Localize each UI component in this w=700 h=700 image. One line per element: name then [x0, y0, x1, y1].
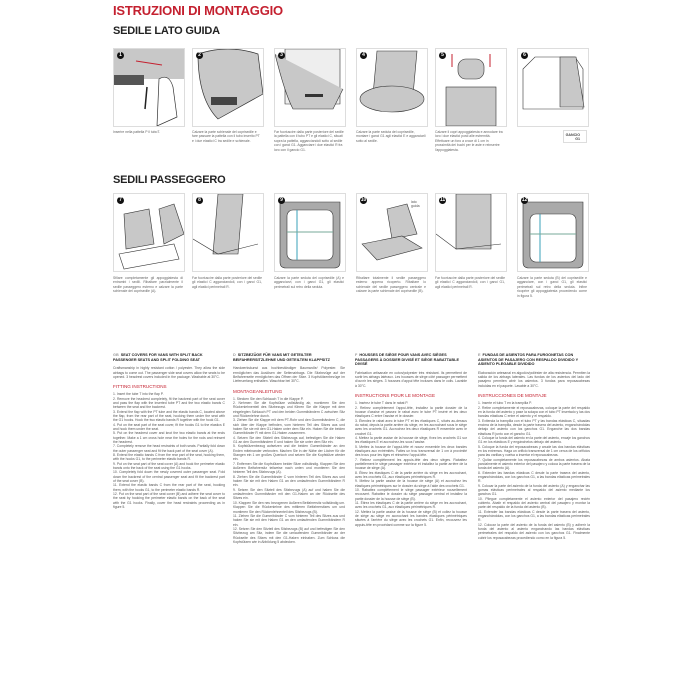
instruction-step: 5. Kopfstützenbezug aufsetzen und die beiden Gummibänder an den Enden miteinander verknoten. Machen Sie in der Nähe der Löcher für die Stangen ein 1 cm großes Querloch und setzen Sie die Kopfstütze wieder ein.: [233, 444, 345, 462]
instruction-step: 9. Put on the seat part of the seat cover (A) and hook the perimeter elastic bands onto the back of the seat using the G1 hooks.: [113, 461, 225, 471]
step-caption: Sfilare completamente gli appoggiatesta di entrambi i sedili. Ribaltare parzialmente il sedile passeggero esterno e calzare la parte schienale del coprisedile (A).: [113, 276, 183, 294]
instruction-step: 3. Extend the flap with the PT tube and the elastic bands C, located above the flap, from the rear part of the seat, hooking them under the seat with the G1 hooks. Hook the two elastic bands R together with the hook G1.: [113, 409, 225, 423]
step-caption: Calzare la parte seduta del coprisedile, montare i ganci G1 agli elastici E e agganciarli sotto al sedile.: [356, 130, 426, 143]
step-caption: Far fuoriuscire dalla parte posteriore del sedile la pattella con il tubo PT e gli elastici C, situati sopra la pattella, agganciandoli sotto al sedile con i ganci G1. Agganciare i due elastici R fra loro con il gancio G1.: [274, 130, 344, 152]
language-column-f: [355, 353, 467, 527]
step-caption: Calzare la parte seduta (B) del coprisedile e agganciare, con i ganci G1, gli elastici perimetrali sul retro della seduta. Infine ricoprire gli appoggiatesta procedendo come in figura 5.: [517, 276, 587, 298]
driver-section-heading: SEDILE LATO GUIDA: [113, 25, 220, 37]
language-column-e: [478, 353, 590, 540]
seat-illustration: [436, 194, 506, 271]
figure-step-10: [356, 193, 428, 272]
column-heading-text: SITZBEZÜGE FÜR VANS MIT GETEILTER BEIFAHRERSITZLEHNE UND GETEILTEM KLAPPSITZ: [233, 353, 330, 362]
seat-illustration: [193, 49, 263, 126]
figure-step-2: [192, 48, 264, 127]
seat-illustration: [275, 49, 345, 126]
step-caption: Far fuoriuscire dalla parte posteriore del sedile gli elastici C agganciandoli, con i ganci G1, agli elastici perimetrali R.: [435, 276, 505, 289]
instruction-step: 10. Pliegue completamente el asiento exterior del pasajero recién cubierto. Abatir el respaldo del asiento central del pasajero y montar la parte del respaldo de la funda del asiento (B).: [478, 496, 590, 510]
step-caption: Calzare il copri appoggiatesta e annodare tra loro i due elastici posti alle estremità. Effettuare un foro a croce di 1 cm in prossimità dei buchi per le aste e reinserire l'appoggiatesta.: [435, 130, 503, 152]
column-heading: [355, 353, 467, 367]
passenger-section-heading: SEDILI PASSEGGERO: [113, 174, 226, 186]
column-subheading: INSTRUCTIONS POUR LE MONTAGE: [355, 393, 436, 399]
step-number: 9: [278, 197, 285, 204]
figure-step-3: [274, 48, 346, 127]
instruction-step: 3. Extienda la trampilla con el tubo PT y las bandas elásticas C, situadas encima de la trampilla, desde la parte trasera del asiento, enganchándolas debajo del asiento con los ganchos G1. Enganche las dos bandas elásticas R junto con el gancho G1.: [478, 418, 590, 436]
seat-illustration: [518, 49, 588, 126]
seat-illustration: [436, 49, 506, 126]
step-caption: Inserire nella pattella P il tuboT.: [113, 130, 161, 134]
seat-illustration: [193, 194, 263, 271]
flag-icon: GB: [113, 353, 119, 357]
instruction-step: 7. Completely remove the head restraints of both seats. Partially fold down the outer passenger seat and fit the back part of the seat cover (A).: [113, 444, 225, 453]
step-number: 6: [521, 52, 528, 59]
instruction-step: 2. Retirez complètement l'appui-tête, installez la partie dossier de la housse d'assise et passez le rabat avec le tube PT inséré et les deux élastiques C entre l'assise et le dossier.: [355, 405, 467, 419]
step-number: 2: [196, 52, 203, 59]
instruction-step: 12. Colocar la parte del asiento de la funda del asiento (B) y adherir la funda del asiento al asiento enganchando las bandas elásticas perimetrales del respaldo del asiento con los ganchos G1. Finalmente cubrir los reposacabezas procediendo como en la figura 5.: [478, 522, 590, 540]
figure-step-1: [113, 48, 185, 127]
step-caption: Calzare la parte seduta del coprisedile (A) e agganciarvi, con i ganci G1, gli elastici perimetrali sul retro della seduta.: [274, 276, 344, 289]
flag-icon: F: [355, 353, 358, 357]
instruction-step: 4. Put on the seat part of the seat cover, fit the hooks G1 to the elastics E and hook them under the seat.: [113, 422, 225, 431]
language-column-gb: [113, 353, 225, 510]
figure-step-5: [435, 48, 507, 127]
column-intro: Craftsmanship in highly resistant cotton / polyester. They allow the side airbags to come out. The passenger side seat covers allow the seats to be opened. 3 headrest covers included in the package. Washable at 30°C.: [113, 366, 225, 379]
instruction-step: 12. Setzen Sie den Sitzteil des Sitzbezugs (B) auf und befestigen Sie den Sitzbezug am Sitz, indem Sie die umlaufenden Gummibänder an der Rückseite des Sitzes mit den G1-Haken einhaken. Zum Schluss die Kopfstützen wie in Abbildung 5 abdecken.: [233, 526, 345, 544]
instruction-step: 4. Setzen Sie den Sitzteil des Sitzbezugs auf, befestigen Sie die Haken G1 an den Gummibändern E und haken Sie sie unter dem Sitz ein.: [233, 435, 345, 444]
column-intro: Handwerkskunst aus hochbeständiger Baumwolle/ Polyester. Sie ermöglichen das Auslösen der Seitenairbags. Die Sitzbezüge auf der Beifahrerseite ermöglichen das Öffnen der Sitze. 3 Kopfstützenbezüge im Lieferumfang enthalten. Waschbar bei 30°C.: [233, 366, 345, 384]
figure-step-8: [192, 193, 264, 272]
figure-step-12: [517, 193, 589, 272]
instruction-step: 10. Completely fold down the newly covered outer passenger seat. Fold down the backrest of the central passenger seat and fit the backrest part of the seat cover (B).: [113, 470, 225, 484]
step-caption: Calzare la parte schienale del coprisedile e fare passare la pattella con il tubo inserito PT e i due elastici C tra sedile e schienale.: [192, 130, 260, 143]
page-title: ISTRUZIONI DI MONTAGGIO: [113, 3, 283, 18]
step-number: 5: [439, 52, 446, 59]
hook-g1-legend: [563, 130, 587, 143]
instruction-step: 12. Put on the seat part of the seat cover (B) and adhere the seat cover to the seat by hooking the perimeter elastic bands on the back of the seat with the G1 hooks. Finally, cover the head restraints proceeding as in figure 5.: [113, 492, 225, 510]
instruction-step: 11. Extender las bandas elásticas C desde la parte trasera del asiento, enganchándolas, con los ganchos G1, a las bandas elásticas perimetrales R.: [478, 509, 590, 523]
instruction-step: 1. Inserte el tubo T en la trampilla P.: [478, 401, 532, 406]
instruction-step: 3. Étendez le rabat avec le tube PT et les élastiques C, situés au-dessus du rabat, depuis la partie arrière du siège, en les accrochant sous le siège avec les crochets G1. Accrochez les deux élastiques R ensemble avec le crochet G1.: [355, 418, 467, 436]
step-number: 4: [360, 52, 367, 59]
flag-icon: D: [233, 353, 236, 357]
seat-illustration: [275, 194, 345, 271]
instruction-step: 3. Ziehen Sie die Klappe mit dem PT-Rohr und den Gummibändern C, die sich über der Klappe befinden, vom hinteren Teil des Sitzes aus und haken Sie sie mit den G1-Haken unter dem Sitz ein. Haken Sie die beiden Gummibänder R mit dem G1-Haken zusammen.: [233, 418, 345, 436]
seat-illustration: [114, 49, 184, 126]
instruction-step: 7. Quitar completamente los reposacabezas de ambos asientos. Abata parcialmente el asiento exterior del pasajero y coloca la parte trasera de la funda del asiento (A).: [478, 457, 590, 471]
instruction-step: 2. Retire completamente el reposacabezas, coloque la parte del respaldo en la funda del asiento y pase la solapa con el tubo PT insertado y las dos bandas elásticas C entre el asiento y el respaldo.: [478, 405, 590, 419]
column-intro: Elaboración artesanal en algodón/poliéster de alta resistencia. Permiten la salida de los airbags laterales. Las fundas de los asientos del lado del pasajero permiten abrir los asientos. 3 fundas para reposacabezas incluidas en el paquete. Lavable a 30°C.: [478, 370, 590, 388]
instruction-step: 9. Setzen Sie den Sitzteil des Sitzbezugs (A) auf und haken Sie die umlaufenden Gummibänder mit den G1-Haken an der Rückseite des Sitzes ein.: [233, 487, 345, 501]
instruction-step: 10. Rabattez complètement le siège passager extérieur nouvellement recouvert. Rabattez le dossier du siège passager central et installez la partie dossier de la housse de siège (B).: [355, 488, 467, 501]
instruction-step: 9. Colocar la parte del asiento de la funda del asiento (A) y enganchar las gomas elásticas perimetrales al respaldo del asiento mediante los ganchos G1.: [478, 483, 590, 497]
column-heading: [233, 353, 345, 362]
figure-step-11: [435, 193, 507, 272]
instruction-step: 2. Remove the headrest completely, fit the backrest part of the seat cover and pass the flap with the inserted tube PT and the two elastic bands C between the seat and the backrest.: [113, 396, 225, 410]
instruction-step: 5. Mettez la housse de l'appui-tête et nouez ensemble les deux bandes élastiques aux extrémités. Faites un trou transversal de 1 cm à proximité des trous pour les tiges et réinsérez l'appui-tête.: [355, 444, 467, 458]
instruction-step: 1. Insérez le tube T dans le rabat P.: [355, 401, 409, 406]
figure-step-7: [113, 193, 185, 272]
step-number: 11: [439, 197, 446, 203]
instruction-step: 12. Mettez la partie assise de la housse de siège (B) et collez la housse de siège au siège en accrochant les bandes élastiques périmétriques situées à l'arrière du siège avec les crochets G1. Enfin, recouvrez les appuis-tête en procédant comme sur la figure 5.: [355, 509, 467, 527]
language-column-d: [233, 353, 345, 544]
step-number: 12: [521, 197, 528, 203]
column-heading-text: HOUSSES DE SIÈGE POUR VANS AVEC SIÈGES PASSAGERS À DOSSIER DIVISÉ ET SIÈGE RABATTABLE DIVISÉ: [355, 353, 460, 367]
column-subheading: FITTING INSTRUCTIONS: [113, 384, 167, 390]
column-intro: Fabrication artisanale en coton/polyester très résistant. Ils permettent de sortir les airbags latéraux. Les housses de siège côté passager permettent d'ouvrir les sièges. 3 housses d'appui tête incluses dans le colis. Lavable à 30°C.: [355, 370, 467, 388]
instruction-step: 10. Klappen Sie den neu bezogenen äußeren Beifahrersitz vollständig um. Klappen Sie die Rückenlehne des mittleren Beifahrersitzes um und montieren Sie den Rückenlehnenteil des Sitzbezugs (B).: [233, 500, 345, 514]
instruction-step: 7. Entfernen Sie die Kopfstützen beider Sitze vollständig. Klappen Sie den äußeren Beifahrersitz teilweise nach unten und montieren Sie den hinteren Teil des Sitzbezugs (A).: [233, 461, 345, 475]
figure-step-6: [517, 48, 589, 127]
seat-illustration: [518, 194, 588, 271]
step-number: 8: [196, 197, 203, 204]
seat-illustration: [114, 194, 184, 271]
seat-illustration: [357, 49, 427, 126]
instruction-step: 11. Ziehen Sie die Gummibänder C vom hinteren Teil des Sitzes aus und haken Sie sie mit den Haken G1 an den umlaufenden Gummibändern R ein.: [233, 513, 345, 527]
column-heading: [113, 353, 225, 362]
column-heading-text: FUNDAS DE ASIENTOS PARA FURGONETAS CON ASIENTOS DE PASAJERO CON RESPALDO DIVIDIDO Y ASIENTO PLEGABLE DIVIDIDO: [478, 353, 579, 367]
column-subheading: MONTAGEANLEITUNG: [233, 388, 283, 394]
instruction-step: 5. Put on the headrest cover and knot the two elastic bands at the ends together. Make a 1 cm cross hole near the holes for the rods and reinsert the headrest.: [113, 431, 225, 444]
instruction-step: 7. Retirez complètement les appuis-tête des deux sièges. Rabattez partiellement le siège passager extérieur et installez la partie arrière de la housse de siège (A).: [355, 457, 467, 471]
column-heading-text: SEAT COVERS FOR VANS WITH SPLIT BACK PASSENGER SEATS AND SPLIT FOLDING SEAT: [113, 353, 203, 362]
instruction-step: 8. Extend the elastic bands C from the rear part of the seat, hooking them, with the hooks G1, to the perimeter elastic bands R.: [113, 453, 225, 462]
step-caption: Ribaltare totalmente il sedile passeggero esterno appena ricoperto. Ribaltare lo schienale del sedile passeggero centrale e calzare la parte schienale del coprisedile (B).: [356, 276, 426, 294]
figure-step-9: [274, 193, 346, 272]
step-number: 10: [360, 197, 367, 203]
step-number: 7: [117, 197, 124, 204]
figure-step-4: [356, 48, 428, 127]
instruction-step: 4. Mettez la partie assise de la housse de siège, fixez les crochets G1 sur les élastiques E et accrochez-les sous l'assise.: [355, 435, 467, 445]
instruction-step: 11. Étirez les élastiques C de la partie arrière du siège en les accrochant, avec les crochets G1, aux élastiques périmétriques R.: [355, 501, 467, 510]
instruction-step: 8. Extender las bandas elásticas C desde la parte trasera del asiento, enganchándolas, con los ganchos G1, a las bandas elásticas perimetrales R.: [478, 470, 590, 484]
step-caption: Far fuoriuscire dalla parte posteriore del sedile gli elastici C agganciandoli, con i ganci G1, agli elastici perimetrali R.: [192, 276, 262, 289]
column-heading: [478, 353, 590, 367]
instruction-step: 11. Extend the elastic bands C from the rear part of the seat, hooking them, with the hooks G1, to the perimeter elastic bands R.: [113, 483, 225, 492]
instruction-step: 8. Ziehen Sie die Gummibänder C vom hinteren Teil des Sitzes aus und haken Sie sie mit den Haken G1 an den umlaufenden Gummibändern R ein.: [233, 474, 345, 488]
instruction-step: 4. Coloque la funda del asiento en la parte del asiento, encaje los ganchos G1 en los elásticos E y engánchelos debajo del asiento.: [478, 435, 590, 445]
step-number: 3: [278, 52, 285, 59]
figure-label: lato guida: [411, 200, 420, 208]
flag-icon: E: [478, 353, 481, 357]
column-subheading: INSTRUCCIONES DE MONTAJE: [478, 393, 547, 399]
instruction-step: 8. Étirez les élastiques C de la partie arrière du siège en les accrochant, avec les crochets G1, aux élastiques périmétriques R.: [355, 470, 467, 479]
instruction-step: 2. Nehmen Sie die Kopfstütze vollständig ab, montieren Sie den Rückenlehnenteil des Sitzbezugs und führen Sie die Klappe mit dem eingelegten Schlauch PT und den beiden Gummibändern C zwischen Sitz und Rückenlehne durch.: [233, 400, 345, 418]
instruction-step: 5. Coloque la funda del reposacabezas y anude las dos bandas elásticas en los extremos. Haga un orificio transversal de 1 cm cerca de los orificios para las varillas y vuelva a insertar el reposacabezas.: [478, 444, 590, 458]
instruction-step: 1. Stecken Sie den Schlauch T in die Klappe P.: [233, 396, 304, 401]
instruction-step: 1. Insert the tube T into the flap P.: [113, 392, 164, 397]
step-number: 1: [117, 52, 124, 59]
hook-g1-label: GANCIO G1: [565, 133, 580, 142]
instruction-step: 9. Mettez la partie assise de la housse de siège (A) et accrochez les élastiques périmétriques sur le dossier du siège à l'aide des crochets G1.: [355, 479, 467, 488]
